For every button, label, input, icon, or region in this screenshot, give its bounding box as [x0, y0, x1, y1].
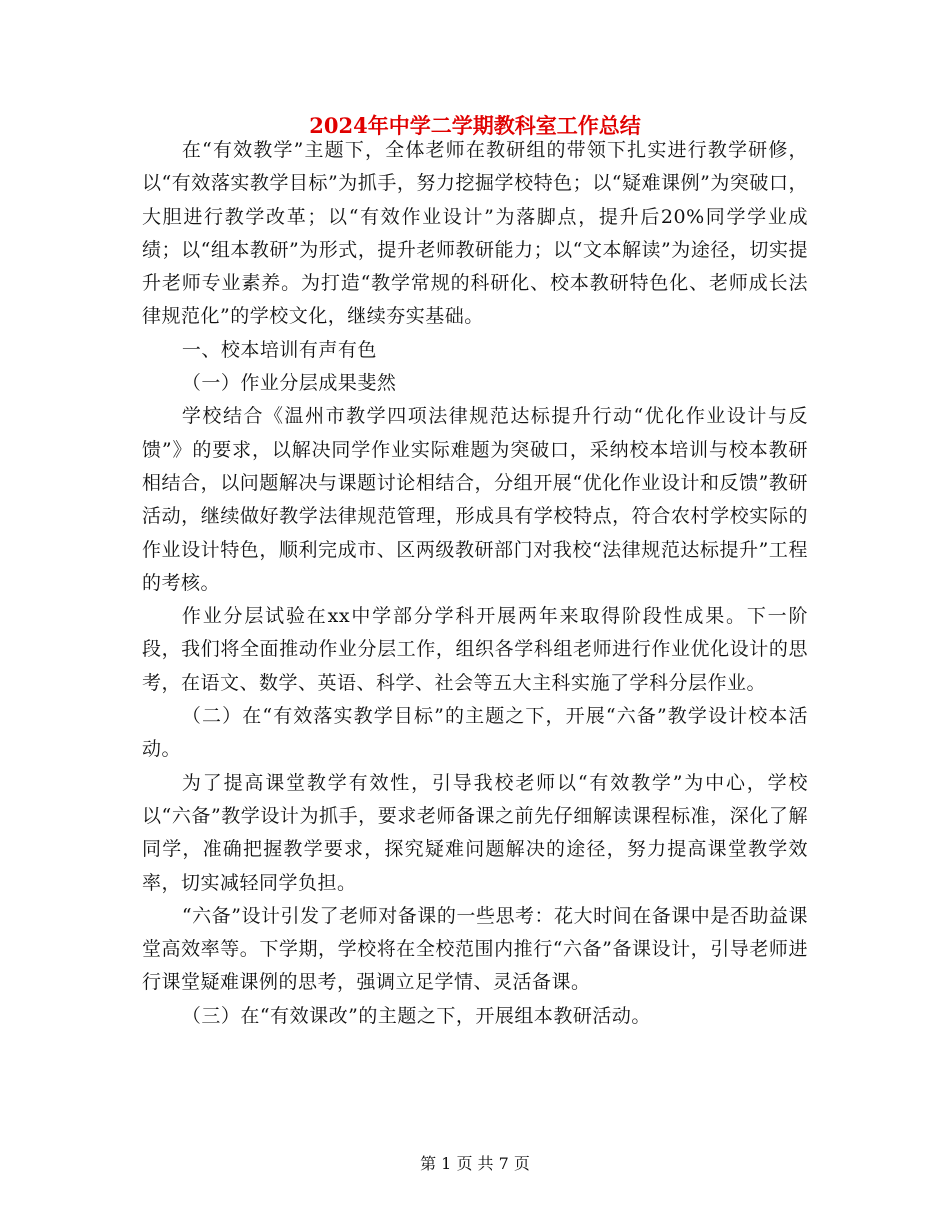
- subsection-heading-3: （三）在“有效课改”的主题之下，开展组本教研活动。: [181, 1004, 651, 1027]
- subsection-heading-2: （二）在“有效落实教学目标”的主题之下，开展“六备”教学设计校本活动。: [142, 705, 808, 761]
- document-title: 2024年中学二学期教科室工作总结: [309, 113, 641, 138]
- paragraph-homework-layering: 作业分层试验在xx中学部分学科开展两年来取得阶段性成果。下一阶段，我们将全面推动作业分层工作，组织各学科组老师进行作业优化设计的思考，在语文、数学、英语、科学、社会等五大主科实施了学科分层作业。: [142, 605, 808, 694]
- section-heading-1: 一、校本培训有声有色: [181, 338, 377, 361]
- paragraph-homework-design: 学校结合《温州市教学四项法律规范达标提升行动“优化作业设计与反馈”》的要求，以解决同学作业实际难题为突破口，采纳校本培训与校本教研相结合，以问题解决与课题讨论相结合，分组开展“优化作业设计和反馈”教研活动，继续做好教学法律规范管理，形成具有学校特点，符合农村学校实际的作业设计特色，顺利完成市、区两级教研部门对我校“法律规范达标提升”工程的考核。: [142, 405, 808, 594]
- paragraph-six-preparations: 为了提高课堂教学有效性，引导我校老师以“有效教学”为中心，学校以“六备”教学设计为抓手，要求老师备课之前先仔细解读课程标准，深化了解同学，准确把握教学要求，探究疑难问题解决的途径，努力提高课堂教学效率，切实减轻同学负担。: [142, 771, 808, 894]
- paragraph-six-preparations-reflection: “六备”设计引发了老师对备课的一些思考：花大时间在备课中是否助益课堂高效率等。下学期，学校将在全校范围内推行“六备”备课设计，引导老师进行课堂疑难课例的思考，强调立足学情、灵活备课。: [142, 904, 808, 994]
- subsection-heading-1: （一）作业分层成果斐然: [181, 372, 397, 395]
- document-body: [142, 134, 808, 1033]
- page-number: 第 1 页 共 7 页: [420, 1154, 530, 1173]
- paragraph-intro: 在“有效教学”主题下，全体老师在教研组的带领下扎实进行教学研修，以“有效落实教学目标”为抓手，努力挖掘学校特色；以“疑难课例”为突破口，大胆进行教学改革；以“有效作业设计”为落脚点，提升后20%同学学业成绩；以“组本教研”为形式，提升老师教研能力；以“文本解读”为途径，切实提升老师专业素养。为打造“教学常规的科研化、校本教研特色化、老师成长法律规范化”的学校文化，继续夯实基础。: [142, 139, 808, 328]
